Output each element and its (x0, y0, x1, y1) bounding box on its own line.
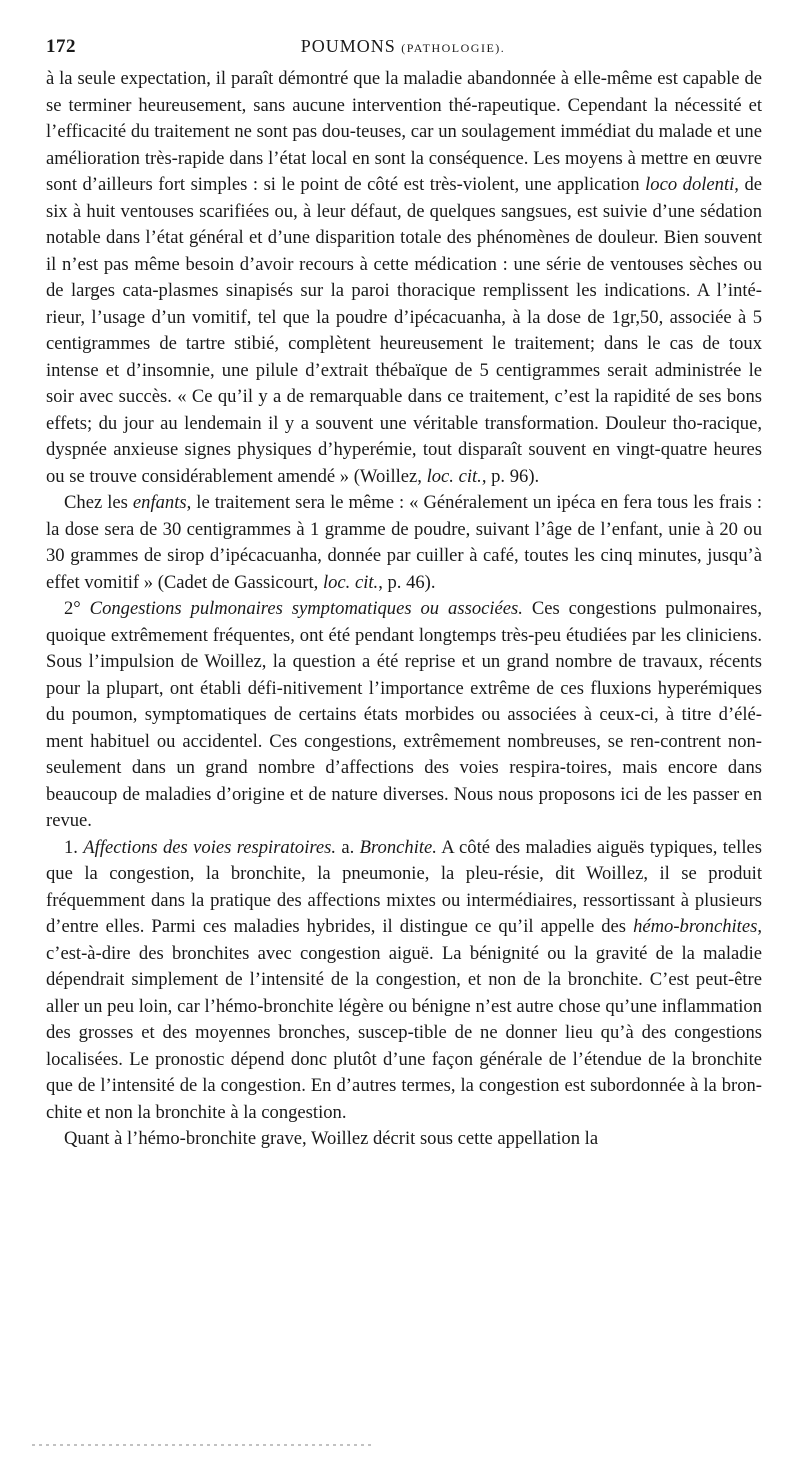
paragraph (46, 835, 762, 1127)
italic-text: enfants (132, 492, 187, 513)
running-title (46, 36, 760, 57)
italic-text: loc. cit. (322, 571, 379, 593)
text-run: , c’est-à-dire des bronchites avec congestion aiguë. La bénignité ou la gravité de la maladie dépendrait simplement de l’intensité de la congestion, et non de la bronchite. C’est peut-être aller un peu loin, car l’hémo-bronchite légère ou bénigne n’est autre chose qu’une inflammation des grosses et des moyennes bronches, suscep-tible de ne donner lieu qu’à des congestions localisées. Le pronostic dépend donc plutôt d’une façon générale de l’étendue de la bronchite que de l’intensité de la congestion. En d’autres termes, la congestion est subordonnée à la bron-chite et non la bronchite à la congestion. (46, 916, 762, 1123)
text-run: à la seule expectation, il paraît démontré que la maladie abandonnée à elle-même est capable de se terminer heureusement, sans aucune intervention thé-rapeutique. Cependant la nécessité et l’efficacité du traitement ne sont pas dou-teuses, car un soulagement immédiat du malade et une amélioration très-rapide dans l’état local en sont la conséquence. Les moyens à mettre en œuvre sont d’ailleurs fort simples : si le point de côté est très-violent, une application (46, 68, 762, 195)
paragraph (46, 596, 762, 835)
italic-text: Congestions pulmonaires symptomatiques ou associées. (89, 598, 523, 619)
text-run: Quant à l’hémo-bronchite grave, Woillez décrit sous cette appellation la (64, 1128, 599, 1149)
text-run: 2° (64, 598, 90, 619)
text-run: 1. (64, 836, 84, 858)
paragraph (46, 1126, 762, 1153)
italic-text: Affections des voies respiratoires. (83, 836, 337, 858)
text-run: , p. 46). (378, 571, 436, 593)
italic-text: loco dolenti (645, 174, 735, 195)
text-run: , de six à huit ventouses scarifiées ou, à leur défaut, de quelques sangsues, est suivie d’une sédation notable dans l’état général et d’une disparition totale des phénomènes de douleur. Bien souvent il n’est pas même besoin d’avoir recours à cette médication : une série de ventouses sèches ou de larges cata-plasmes sinapisés sur la paroi thoracique remplissent les indications. A l’inté-rieur, l’usage d’un vomitif, tel que la poudre d’ipécacuanha, à la dose de 1gr,50, associée à 5 centigrammes de tartre stibié, complètent heureusement le traitement; dans le cas de toux intense et d’insomnie, une pilule d’extrait thébaïque de 5 centigrammes serait administrée le soir avec succès. « Ce qu’il y a de remarquable dans ce traitement, c’est la rapidité de ses bons effets; du jour au lendemain il y a souvent une véritable transformation. Douleur tho-racique, dyspnée anxieuse signes physiques d’hyperémie, tout disparaît souvent en vingt-quatre heures ou se trouve considérablement amendé » (Woillez, (46, 174, 762, 487)
text-run: Chez les (64, 492, 133, 513)
italic-text: hémo-bronchites (633, 916, 758, 937)
scan-artifact-line (32, 1444, 372, 1446)
running-title-main: POUMONS (300, 36, 396, 56)
paragraph (46, 490, 762, 596)
running-title-paren: (PATHOLOGIE). (401, 41, 506, 55)
page-header (46, 36, 760, 66)
text-run: A côté des maladies aiguës typiques, telles que la congestion, la bronchite, la pneumonie, la pleu-résie, dit Woillez, il se produit fréquemment dans la pratique des affections mixtes ou intermédiaires, ressortissant à plusieurs d’entre elles. Parmi ces maladies hybrides, il distingue ce qu’il appelle des (46, 836, 763, 937)
paragraph (46, 66, 762, 490)
italic-text: loc. cit. (426, 465, 482, 487)
body-text (46, 66, 762, 1153)
text-run: a. (336, 836, 360, 858)
text-run: , p. 96). (481, 465, 540, 487)
text-run: , le traitement sera le même : « Généralement un ipéca en fera tous les frais : la dose sera de 30 centigrammes à 1 gramme de poudre, suivant l’âge de l’enfant, unie à 20 ou 30 grammes de sirop d’ipécacuanha, donnée par cuiller à café, toutes les cinq minutes, jusqu’à effet vomitif » (Cadet de Gassicourt, (46, 492, 762, 593)
page-number: 172 (46, 36, 76, 57)
text-run: Ces congestions pulmonaires, quoique extrêmement fréquentes, ont été pendant longtemps très-peu étudiées par les cliniciens. Sous l’impulsion de Woillez, la question a été reprise et un grand nombre de travaux, récents pour la plupart, ont établi défi-nitivement l’importance extrême de ces fluxions hyperémiques du poumon, symptomatiques de certains états morbides ou associées à ceux-ci, à titre d’élé-ment habituel ou accidentel. Ces congestions, extrêmement nombreuses, se ren-contrent non-seulement dans un grand nombre d’affections des voies respira-toires, mais encore dans beaucoup de maladies d’origine et de nature diverses. Nous nous proposons ici de les passer en revue. (46, 598, 762, 831)
italic-text: Bronchite. (359, 836, 437, 858)
